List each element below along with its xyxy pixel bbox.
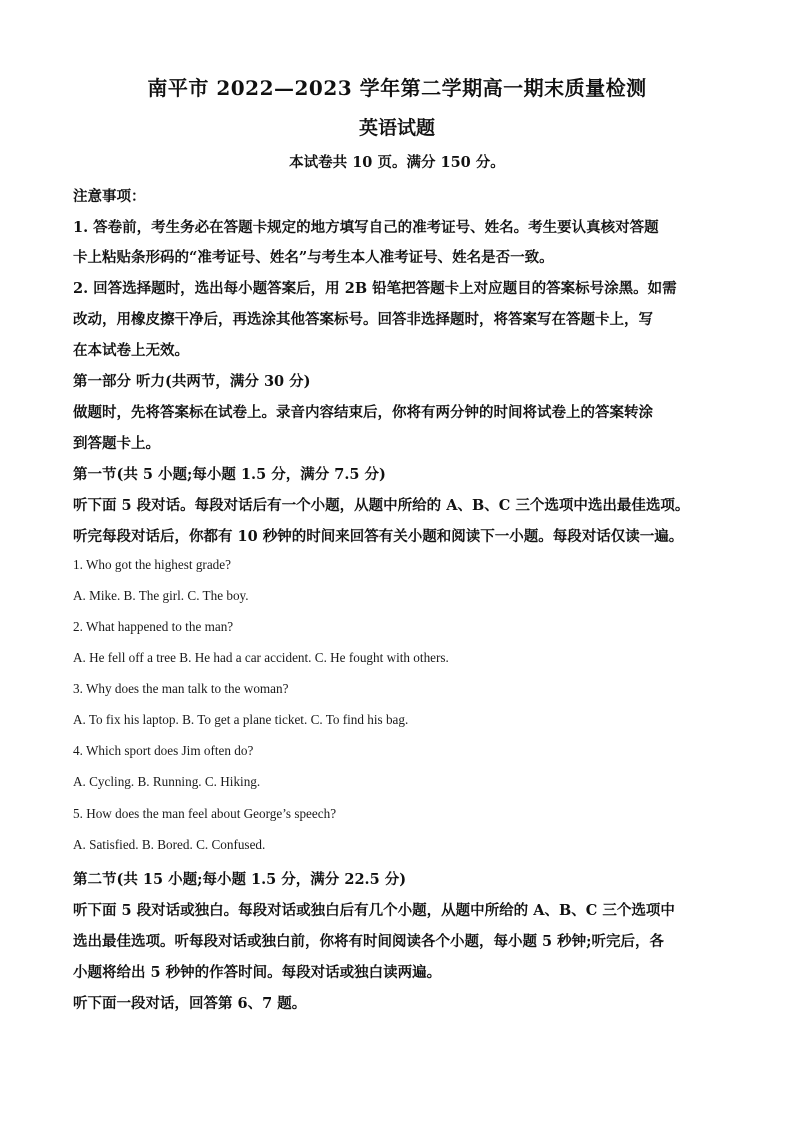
question-text: 4. Which sport does Jim often do?	[73, 743, 254, 758]
notice-line: 1. 答卷前，考生务必在答题卡规定的地方填写自己的准考证号、姓名。考生要认真核对答题	[73, 219, 659, 236]
exam-subject: 英语试题	[358, 117, 435, 139]
section2-heading: 第二节(共 15 小题;每小题 1.5 分，满分 22.5 分)	[73, 871, 407, 888]
section1-instruction: 听下面 5 段对话。每段对话后有一个小题，从题中所给的 A、B、C 三个选项中选出最佳选项。	[73, 497, 690, 514]
exam-title: 南平市 2022—2023 学年第二学期高一期末质量检测	[147, 76, 647, 100]
section1-heading: 第一节(共 5 小题;每小题 1.5 分，满分 7.5 分)	[73, 466, 386, 483]
part1-instruction: 到答题卡上。	[73, 435, 160, 452]
section2-instruction: 听下面 5 段对话或独白。每段对话或独白后有几个小题，从题中所给的 A、B、C 三个选项中	[73, 902, 675, 919]
question-options: A. To fix his laptop. B. To get a plane ticket. C. To find his bag.	[73, 712, 409, 727]
notice-line: 在本试卷上无效。	[73, 342, 189, 359]
section1-instruction: 听完每段对话后，你都有 10 秒钟的时间来回答有关小题和阅读下一小题。每段对话仅读一遍。	[73, 528, 684, 545]
section2-next-prompt: 听下面一段对话，回答第 6、7 题。	[73, 995, 307, 1012]
notice-line: 改动，用橡皮擦干净后，再选涂其他答案标号。回答非选择题时，将答案写在答题卡上，写	[73, 311, 653, 328]
section2-instruction: 选出最佳选项。听每段对话或独白前，你将有时间阅读各个小题，每小题 5 秒钟;听完后，各	[73, 933, 665, 950]
part1-instruction: 做题时，先将答案标在试卷上。录音内容结束后，你将有两分钟的时间将试卷上的答案转涂	[73, 404, 653, 421]
question-options: A. He fell off a tree B. He had a car accident. C. He fought with others.	[73, 650, 449, 665]
question-text: 5. How does the man feel about George’s speech?	[73, 806, 337, 821]
question-options: A. Cycling. B. Running. C. Hiking.	[73, 774, 261, 789]
exam-info: 本试卷共 10 页。满分 150 分。	[289, 154, 505, 171]
notice-line: 2. 回答选择题时，选出每小题答案后，用 2B 铅笔把答题卡上对应题目的答案标号涂黑。如需	[73, 280, 677, 297]
question-text: 2. What happened to the man?	[73, 619, 234, 634]
notice-heading: 注意事项：	[73, 188, 146, 205]
question-options: A. Mike. B. The girl. C. The boy.	[73, 588, 249, 603]
section2-instruction: 小题将给出 5 秒钟的作答时间。每段对话或独白读两遍。	[73, 964, 442, 981]
question-text: 3. Why does the man talk to the woman?	[73, 681, 289, 696]
question-text: 1. Who got the highest grade?	[73, 557, 231, 572]
notice-line: 卡上粘贴条形码的“准考证号、姓名”与考生本人准考证号、姓名是否一致。	[73, 249, 554, 266]
question-options: A. Satisfied. B. Bored. C. Confused.	[73, 837, 266, 852]
part1-heading: 第一部分 听力(共两节，满分 30 分)	[73, 373, 311, 390]
